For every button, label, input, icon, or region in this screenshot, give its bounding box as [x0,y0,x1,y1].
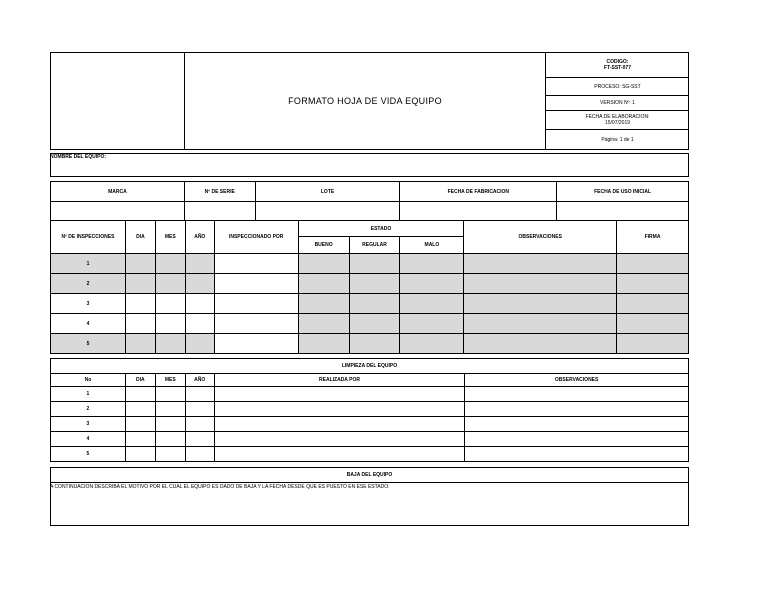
col-dia: DIA [125,374,155,387]
fabricacion-header: FECHA DE FABRICACION [400,182,557,202]
col-malo: MALO [400,237,464,254]
codigo-value: FT-SST-077 [604,64,631,71]
codigo-cell [546,52,689,77]
equipo-info-table [50,181,689,221]
row-number: 4 [51,314,126,334]
col-bueno: BUENO [298,237,349,254]
col-dia: DIA [125,221,155,254]
row-number: 3 [51,417,126,432]
lote-field[interactable] [255,202,400,221]
uso-inicial-field[interactable] [557,202,689,221]
baja-title: BAJA DEL EQUIPO [51,468,688,483]
baja-motivo-field[interactable] [51,492,688,525]
inspecciones-table [50,220,689,354]
row-number: 5 [51,447,126,462]
pagina-cell: Página: 1 de 1 [601,136,634,143]
row-number: 2 [51,274,126,294]
col-mes: MES [155,221,185,254]
version-cell: VERSION Nº: 1 [600,100,635,106]
fecha-value: 15/07/2019 [604,120,631,126]
col-observaciones: OBSERVACIONES [464,221,617,254]
limpieza-title: LIMPIEZA DEL EQUIPO [51,359,689,374]
col-inspeccionado-por: INSPECCIONADO POR [214,221,298,254]
table-row [51,254,689,274]
row-number: 5 [51,334,126,354]
document-title: FORMATO HOJA DE VIDA EQUIPO [288,96,442,106]
col-ano: AÑO [185,374,214,387]
table-row [51,294,689,314]
table-row [51,432,689,447]
col-no: No [51,374,126,387]
fabricacion-field[interactable] [400,202,557,221]
serie-field[interactable] [184,202,255,221]
baja-instruction: A CONTINUACION DESCRIBA EL MOTIVO POR EL CUAL EL EQUIPO ES DADO DE BAJA Y LA FECHA DESDE QUE ES PUESTO EN ESE ESTADO: [50,484,390,490]
fecha-elaboracion-cell [546,111,689,129]
col-num-inspecciones: Nº DE INSPECCIONES [51,221,126,254]
marca-field[interactable] [51,202,185,221]
serie-header: Nº DE SERIE [184,182,255,202]
table-row [51,417,689,432]
codigo-label: CODIGO: [606,58,629,65]
row-number: 3 [51,294,126,314]
col-estado: ESTADO [298,221,464,237]
fecha-label: FECHA DE ELABORACION: [585,114,650,120]
row-number: 2 [51,402,126,417]
row-number: 4 [51,432,126,447]
table-row [51,274,689,294]
col-ano: AÑO [185,221,214,254]
row-number: 1 [51,254,126,274]
table-row [51,402,689,417]
col-regular: REGULAR [349,237,400,254]
nombre-equipo-label: NOMBRE DEL EQUIPO: [50,154,107,160]
proceso-cell: PROCESO: SG-SST [594,83,641,90]
col-observaciones: OBSERVACIONES [465,374,689,387]
limpieza-table [50,358,689,462]
table-row [51,314,689,334]
col-mes: MES [155,374,185,387]
table-row [51,447,689,462]
row-number: 1 [51,387,126,402]
table-row [51,334,689,354]
uso-inicial-header: FECHA DE USO INICIAL [557,182,689,202]
lote-header: LOTE [255,182,400,202]
nombre-equipo-field[interactable] [51,162,688,176]
table-row [51,387,689,402]
marca-header: MARCA [51,182,185,202]
col-firma: FIRMA [617,221,689,254]
col-realizada-por: REALIZADA POR [214,374,465,387]
